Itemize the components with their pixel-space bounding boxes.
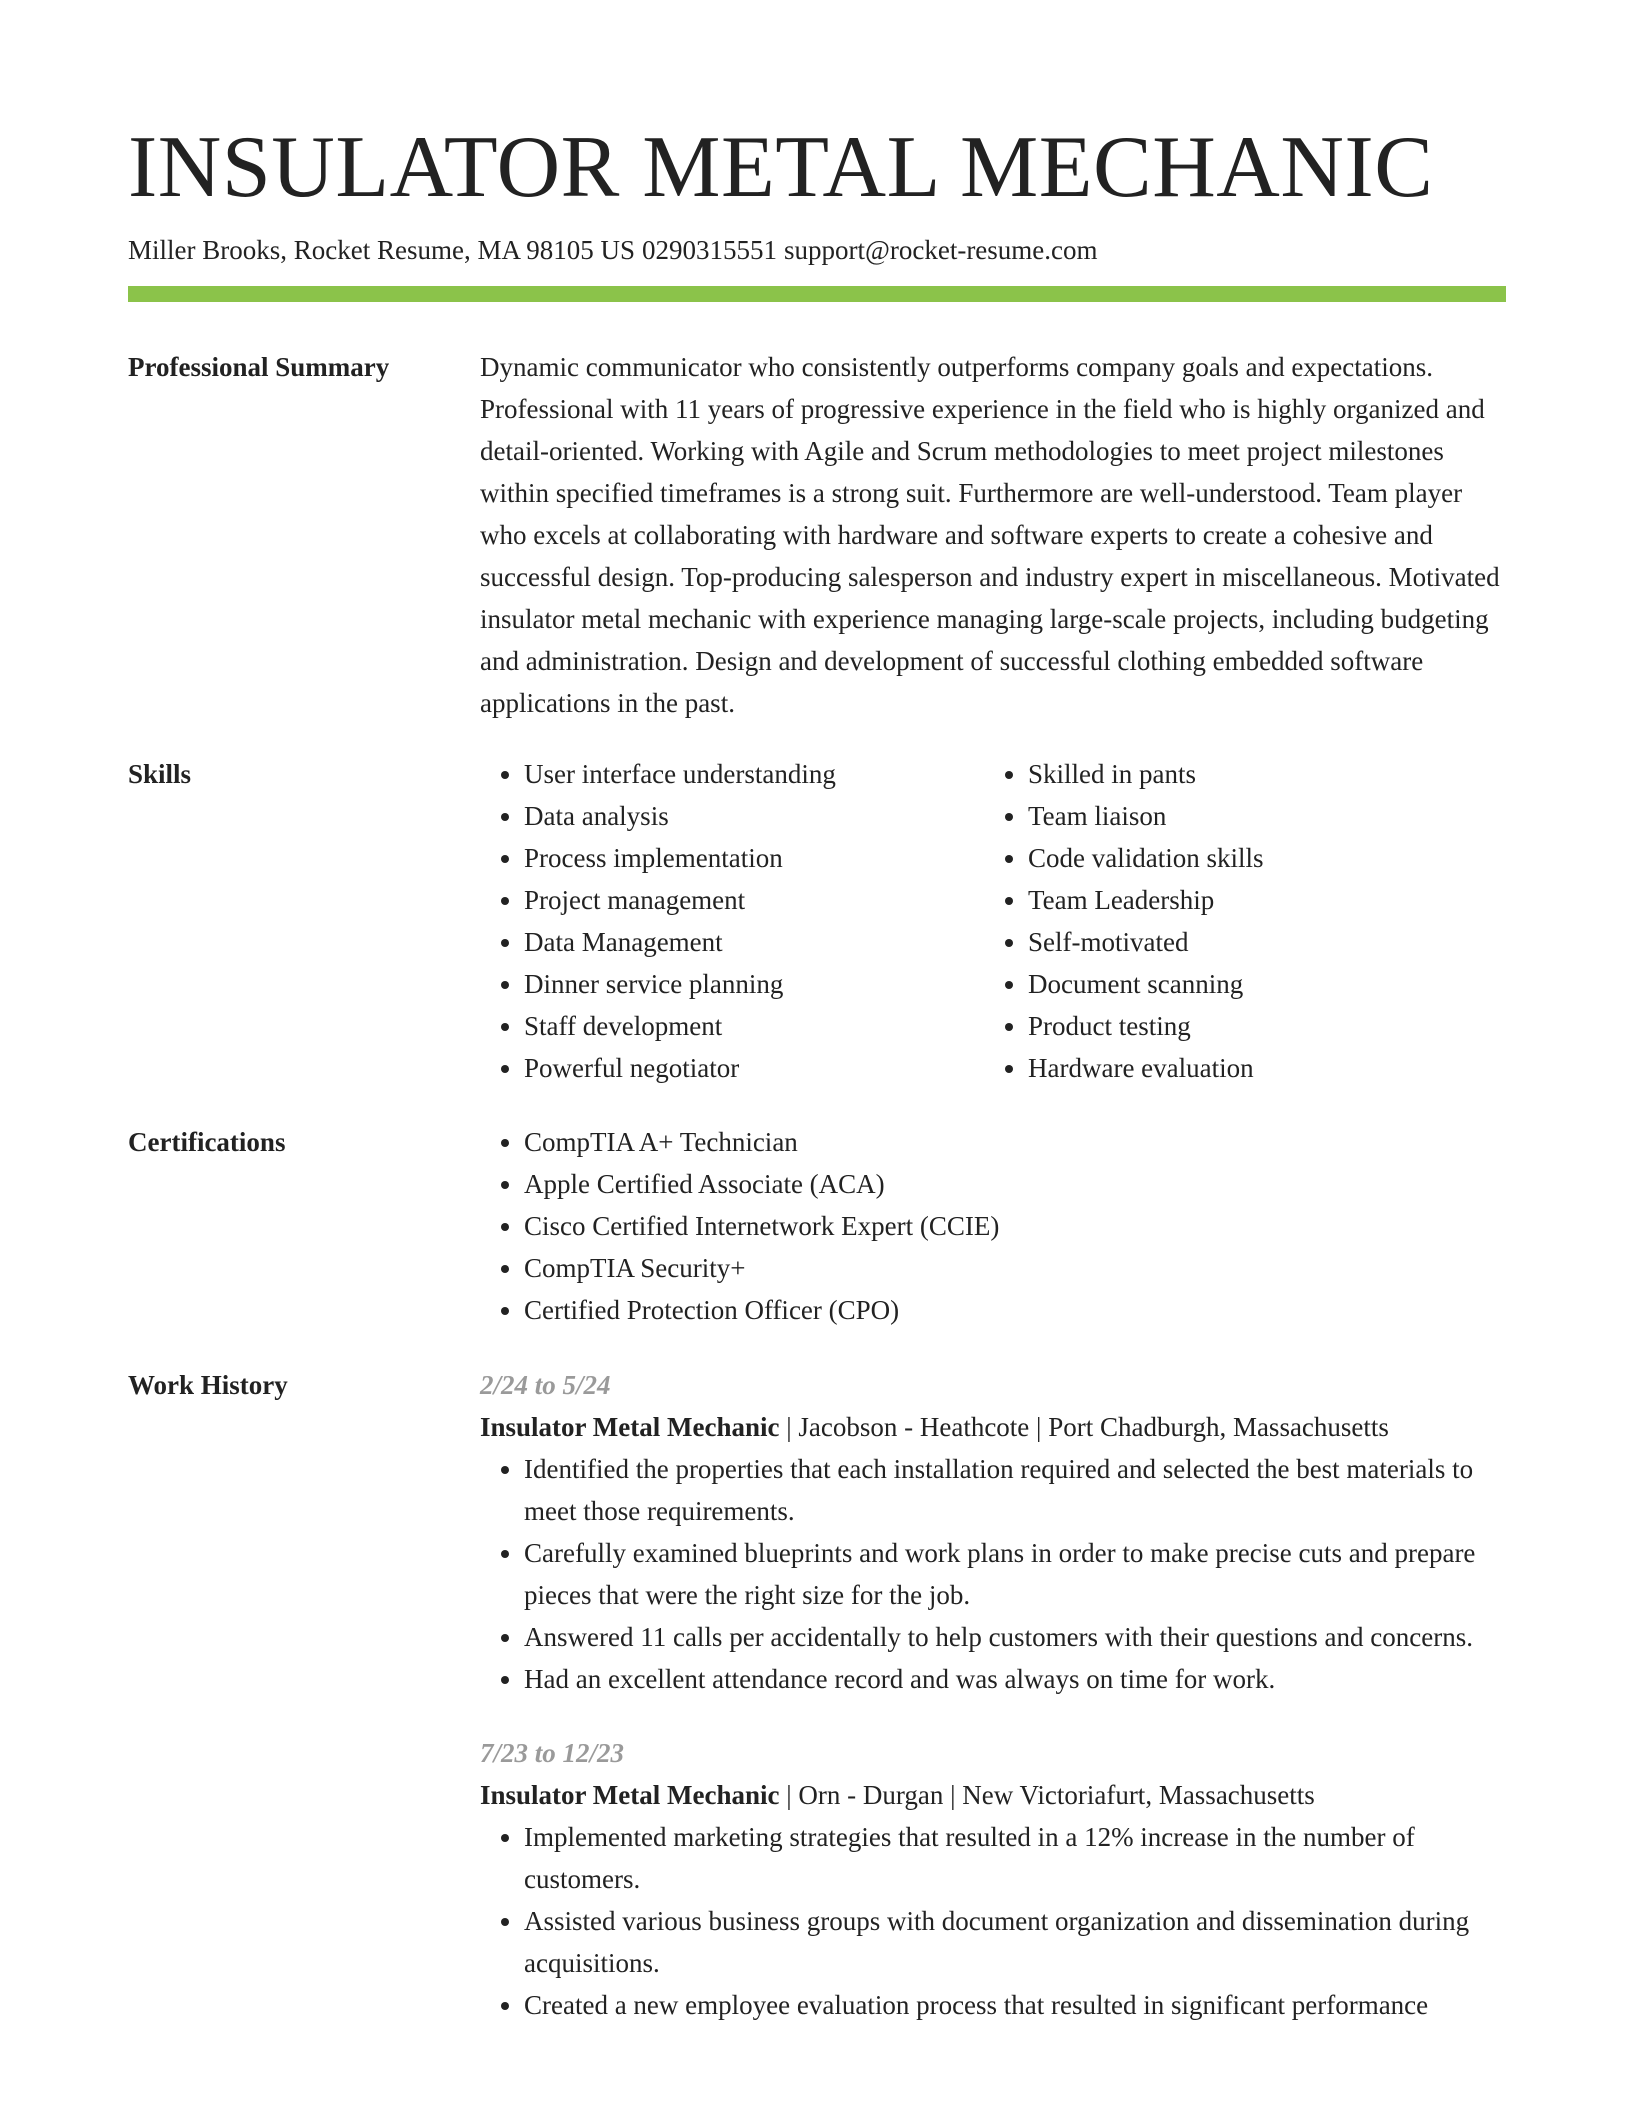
summary-text: Dynamic communicator who consistently outperforms company goals and expectations. Professional with 11 years of progressive experience in the field who is highly organized and detail-oriented. Working with Agile and Scrum methodologies to meet project milestones within specified timeframes is a strong suit. Furthermore are well-understood. Team player who excels at collaborating with hardware and software experts to create a cohesive and successful design. Top-producing salesperson and industry expert in miscellaneous. Motivated insulator metal mechanic with experience managing large-scale projects, including budgeting and administration. Design and development of successful clothing embedded software applications in the past.: [480, 352, 1500, 718]
contact-address: Miller Brooks, Rocket Resume, MA 98105 US: [128, 235, 635, 265]
contact-phone: 0290315551: [642, 235, 777, 265]
summary-body: [480, 346, 1506, 724]
job-heading: [480, 1406, 1506, 1448]
skills-list-right: [984, 753, 1488, 1089]
job-bullets: [480, 1448, 1506, 1700]
job-bullet: • Carefully examined blueprints and work plans in order to make precise cuts and prepare pieces that were the right size for the job.: [524, 1532, 1506, 1616]
job-bullet: • Identified the properties that each installation required and selected the best materials to meet those requirements.: [524, 1448, 1506, 1532]
skill-item: • Document scanning: [1028, 963, 1488, 1005]
certification-item: • CompTIA Security+: [524, 1247, 1506, 1289]
job-title: Insulator Metal Mechanic: [480, 1412, 780, 1442]
skill-item: • Self-motivated: [1028, 921, 1488, 963]
certification-item: • Cisco Certified Internetwork Expert (CCIE): [524, 1205, 1506, 1247]
job-title: Insulator Metal Mechanic: [480, 1780, 780, 1810]
contact-email: support@rocket-resume.com: [784, 235, 1098, 265]
skill-item: • Project management: [524, 879, 984, 921]
skill-item: • Hardware evaluation: [1028, 1047, 1488, 1089]
skill-item: • Skilled in pants: [1028, 753, 1488, 795]
summary-heading: Professional Summary: [128, 352, 390, 382]
job-company-location: | Orn - Durgan | New Victoriafurt, Massachusetts: [779, 1780, 1315, 1810]
job-bullet: • Created a new employee evaluation process that resulted in significant performance: [524, 1984, 1506, 2026]
job-bullet: • Answered 11 calls per accidentally to help customers with their questions and concerns.: [524, 1616, 1506, 1658]
skills-list-left: [480, 753, 984, 1089]
resume-name: INSULATOR METAL MECHANIC: [128, 119, 1434, 216]
header-divider: [128, 286, 1506, 302]
job-entry: [480, 1364, 1506, 1700]
certification-item: • Certified Protection Officer (CPO): [524, 1289, 1506, 1331]
skill-item: • User interface understanding: [524, 753, 984, 795]
skill-item: • Team liaison: [1028, 795, 1488, 837]
work-history-body: [480, 1364, 1506, 2040]
skill-item: • Code validation skills: [1028, 837, 1488, 879]
job-heading: [480, 1774, 1506, 1816]
job-bullet: • Had an excellent attendance record and was always on time for work.: [524, 1658, 1506, 1700]
skill-item: • Powerful negotiator: [524, 1047, 984, 1089]
job-bullets: [480, 1816, 1506, 2026]
skill-item: • Staff development: [524, 1005, 984, 1047]
job-entry: [480, 1732, 1506, 2026]
contact-line: [128, 232, 1098, 268]
skill-item: • Data Management: [524, 921, 984, 963]
work-history-heading: Work History: [128, 1370, 288, 1400]
certifications-body: [480, 1121, 1506, 1331]
skill-item: • Data analysis: [524, 795, 984, 837]
skill-item: • Product testing: [1028, 1005, 1488, 1047]
job-dates: 7/23 to 12/23: [480, 1738, 625, 1768]
skills-body: [480, 753, 1506, 1089]
job-dates: 2/24 to 5/24: [480, 1370, 611, 1400]
certification-item: • Apple Certified Associate (ACA): [524, 1163, 1506, 1205]
skill-item: • Dinner service planning: [524, 963, 984, 1005]
certifications-list: [480, 1121, 1506, 1331]
skill-item: • Process implementation: [524, 837, 984, 879]
certifications-heading: Certifications: [128, 1127, 286, 1157]
skill-item: • Team Leadership: [1028, 879, 1488, 921]
certification-item: • CompTIA A+ Technician: [524, 1121, 1506, 1163]
job-company-location: | Jacobson - Heathcote | Port Chadburgh, Massachusetts: [779, 1412, 1389, 1442]
job-bullet: • Assisted various business groups with document organization and dissemination during acquisitions.: [524, 1900, 1506, 1984]
job-bullet: • Implemented marketing strategies that resulted in a 12% increase in the number of customers.: [524, 1816, 1506, 1900]
skills-heading: Skills: [128, 759, 192, 789]
